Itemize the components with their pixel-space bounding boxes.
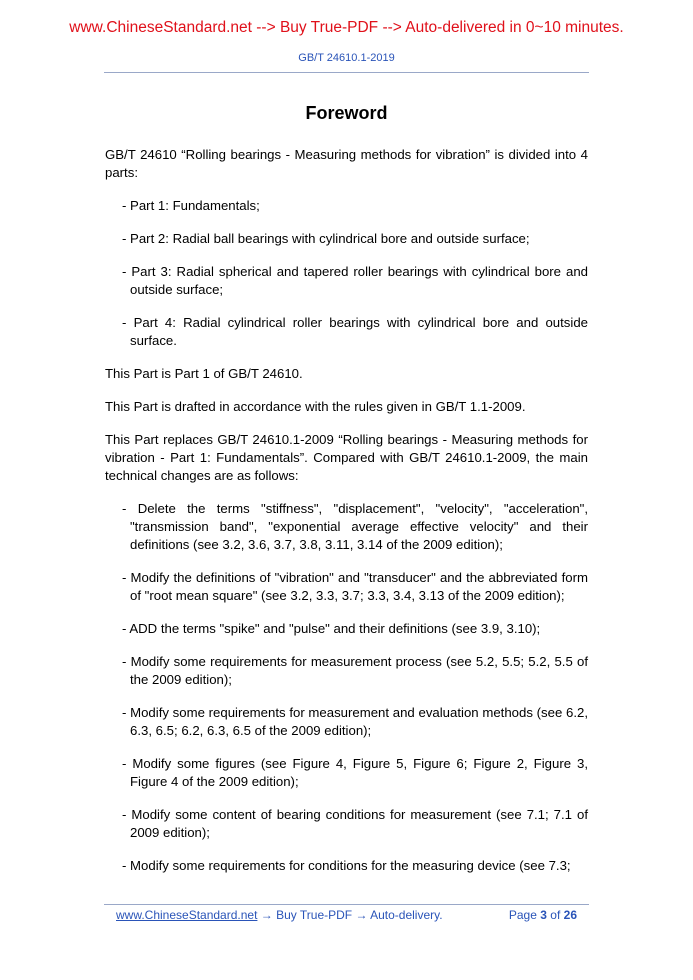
- document-code: GB/T 24610.1-2019: [298, 52, 395, 64]
- footer-text: → Buy True-PDF → Auto-delivery.: [257, 908, 443, 922]
- change-item: - Modify some requirements for conditions for the measuring device (see 7.3;: [122, 858, 571, 873]
- footer-divider: [104, 904, 589, 905]
- part-item: - Part 4: Radial cylindrical roller bearings with cylindrical bore and outside surface.: [122, 315, 588, 348]
- page-title: Foreword: [305, 103, 388, 123]
- page-label: Page: [508, 908, 537, 922]
- of-label: of: [550, 908, 561, 922]
- footer-site-link[interactable]: www.ChineseStandard.net: [116, 908, 258, 922]
- part-of-paragraph: This Part is Part 1 of GB/T 24610.: [105, 366, 303, 381]
- page-number: 3: [540, 908, 547, 922]
- page-total: 26: [563, 908, 577, 922]
- drafted-paragraph: This Part is drafted in accordance with the rules given in GB/T 1.1-2009.: [105, 399, 526, 414]
- intro-paragraph: GB/T 24610 “Rolling bearings - Measuring methods for vibration” is divided into 4 parts:: [105, 147, 588, 180]
- page-indicator: [509, 908, 577, 922]
- part-item: - Part 3: Radial spherical and tapered roller bearings with cylindrical bore and outside surface;: [122, 264, 588, 297]
- change-item: - Delete the terms "stiffness", "displacement", "velocity", "acceleration", "transmission band", "exponential average effective velocity" and their definitions (see 3.2, 3.6, 3.7, 3.8, 3.11, 3.14 of the 2009 edition);: [122, 501, 588, 552]
- change-item: - Modify some content of bearing conditions for measurement (see 7.1; 7.1 of 2009 edition);: [122, 807, 588, 840]
- change-item: - Modify the definitions of "vibration" and "transducer" and the abbreviated form of "root mean square" (see 3.2, 3.3, 3.7; 3.3, 3.4, 3.13 of the 2009 edition);: [122, 570, 588, 603]
- change-item: - Modify some requirements for measurement process (see 5.2, 5.5; 5.2, 5.5 of the 2009 edition);: [122, 654, 588, 687]
- header-divider: [104, 72, 589, 73]
- part-item: - Part 1: Fundamentals;: [122, 198, 260, 213]
- page-footer: [116, 908, 580, 922]
- top-banner[interactable]: www.ChineseStandard.net --> Buy True-PDF --> Auto-delivered in 0~10 minutes.: [69, 19, 624, 36]
- change-item: - Modify some figures (see Figure 4, Figure 5, Figure 6; Figure 2, Figure 3, Figure 4 of the 2009 edition);: [122, 756, 588, 789]
- replaces-paragraph: This Part replaces GB/T 24610.1-2009 “Rolling bearings - Measuring methods for vibration - Part 1: Fundamentals”. Compared with GB/T 24610.1-2009, the main technical changes are as follows:: [105, 432, 588, 483]
- change-item: - Modify some requirements for measurement and evaluation methods (see 6.2, 6.3, 6.5; 6.2, 6.3, 6.5 of the 2009 edition);: [122, 705, 588, 738]
- part-item: - Part 2: Radial ball bearings with cylindrical bore and outside surface;: [122, 231, 530, 246]
- foreword-body: [105, 146, 588, 890]
- change-item: - ADD the terms "spike" and "pulse" and their definitions (see 3.9, 3.10);: [122, 621, 541, 636]
